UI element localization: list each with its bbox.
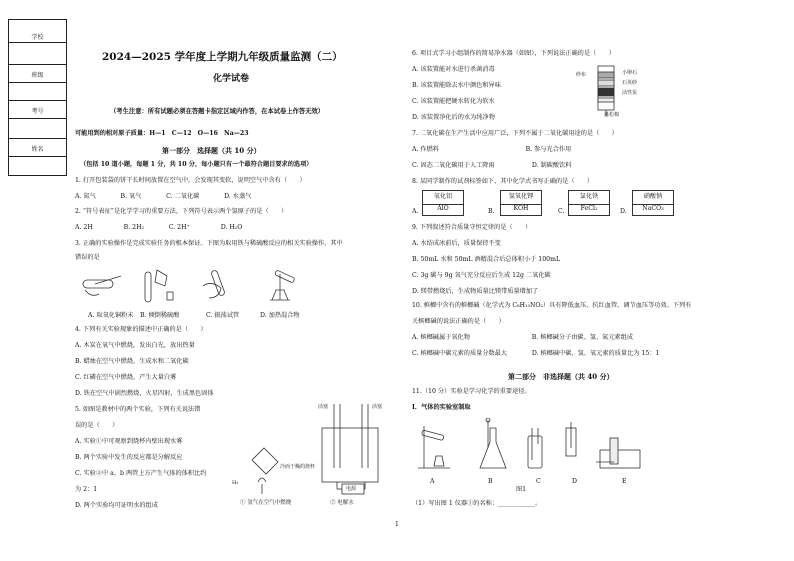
- q6-label-pebbles: 小卵石: [622, 70, 638, 76]
- q11-fig-letter-c: C: [536, 478, 541, 485]
- school-label: 学校: [31, 34, 44, 41]
- q6: 6. 项目式学习小组制作的简易净水器（如图），下列说法正确的是（ ）: [412, 50, 615, 57]
- q9-c: C. 3g 碳与 9g 氧气充分反应后生成 12g 二氧化碳: [412, 272, 551, 279]
- q10-ab: A. 槟榔碱属于氧化物 B. 槟榔碱分子由碳、氢、氮元素组成: [412, 334, 634, 341]
- exam-title: 2024—2025 学年度上学期九年级质量监测（二）: [102, 51, 343, 63]
- q5-label-tip-right: 活塞: [372, 404, 383, 410]
- q5-b: B. 两个实验中发生的反应都是分解反应: [75, 454, 183, 461]
- q11-fig-letter-e: E: [622, 478, 627, 485]
- q5-label-cold-beaker: 冷而干燥的烧杯: [280, 464, 316, 470]
- q6-a: A. 该装置能对水进行杀菌消毒: [412, 66, 495, 73]
- q10-cont: 关槟榔碱的说法正确的是（ ）: [412, 318, 505, 325]
- q5-cont: 误的是（ ）: [75, 422, 119, 429]
- q6-label-cotton: 蓬松棉: [604, 112, 620, 118]
- q4-c: C. 红磷在空气中燃烧，产生大量白雾: [75, 374, 177, 381]
- q8-opt-a: A.: [412, 208, 419, 215]
- q2: 2. “符号表征”是化学学习的重要方法，下列符号表示两个氢原子的是（ ）: [75, 208, 288, 215]
- q8-opt-d: D.: [620, 208, 627, 215]
- q5-label-power: 电源: [346, 486, 357, 492]
- q6-label-sand: 石英砂: [622, 80, 638, 86]
- q4: 4. 下列有关实验现象的描述中正确的是（ ）: [75, 326, 207, 333]
- q8: 8. 某同学制作的试剂标签如下，其中化学式书写正确的是（ ）: [412, 178, 594, 185]
- q5-label-h2: H₂: [232, 480, 239, 486]
- q7: 7. 二氧化碳在生产生活中应用广泛，下列不属于二氧化碳用途的是（ ）: [412, 130, 618, 137]
- q3-option-d: D. 加热混合物: [260, 312, 300, 319]
- exam-subtitle: 化学试卷: [213, 74, 250, 84]
- q11-part1: （1）写出图 1 仪器①的名称：____________。: [412, 500, 542, 507]
- q4-a: A. 木炭在氧气中燃烧，发出白光，放出热量: [75, 342, 195, 349]
- q8-label-d: 硝酸钠 NaCO₃: [632, 190, 674, 216]
- q11-fig-letter-a: A: [430, 478, 435, 485]
- q4-d: D. 铁在空气中剧烈燃烧，火星四射，生成黑色固体: [75, 390, 214, 397]
- q8-opt-c: C.: [558, 208, 565, 215]
- q5-caption-2: ② 电解水: [330, 500, 354, 506]
- q9-d: D. 镁带燃烧后，生成物质量比镁带质量增加了: [412, 288, 539, 295]
- q1-options: A. 氮气 B. 氧气 C. 二氧化碳 D. 水蒸气: [75, 193, 252, 200]
- part1-subheading: （包括 10 道小题，每题 1 分，共 10 分，每小题只有一个最符合题目要求的选项）: [80, 161, 313, 168]
- q1: 1. 打开包装袋的饼干长时间放置在空气中，会发现其变软，说明空气中含有（ ）: [75, 177, 306, 184]
- q3: 3. 正确的实验操作是完成实验任务的根本保证。下图为取用铁与稀硫酸反应的相关实验操作，其中: [75, 240, 343, 247]
- q8-opt-b: B.: [488, 208, 495, 215]
- q5-c-cont: 为 2：1: [75, 486, 98, 493]
- q11-fig-caption: 图1: [516, 486, 527, 493]
- q9-a: A. 水结成冰前后，质量保持不变: [412, 240, 501, 247]
- q11-fig-letter-b: B: [488, 478, 493, 485]
- q5-a: A. 实验①中可观察到烧杯内壁出现水雾: [75, 438, 183, 445]
- q3-illustrations: [75, 266, 315, 308]
- exam-note: （考生注意：所有试题必须在答题卡指定区域内作答，在本试卷上作答无效）: [110, 108, 325, 115]
- q2-options: A. 2H B. 2H₂ C. 2H⁺ D. H₂O: [75, 224, 243, 231]
- page-number: 1: [395, 521, 399, 528]
- q5-d: D. 两个实验均可证明水的组成: [75, 502, 158, 509]
- q8-label-a: 氧化铝 AlO: [422, 190, 464, 216]
- q6-c: C. 该装置能把硬水转化为软水: [412, 98, 495, 105]
- q8-label-c: 氯化铁 FeCl₂: [568, 190, 610, 216]
- exam-number-label: 考号: [31, 108, 44, 115]
- name-label: 姓名: [31, 146, 44, 153]
- part1-heading: 第一部分 选择题（共 10 分）: [162, 146, 261, 155]
- part2-heading: 第二部分 非选择题（共 40 分）: [508, 372, 614, 381]
- q11-figure1: [410, 418, 650, 478]
- q5: 5. 如图是教材中的两个实验，下列有关说法错: [75, 406, 201, 413]
- q11-fig-letter-d: D: [572, 478, 577, 485]
- q11-section-1: Ⅰ．气体的实验室制取: [412, 404, 471, 411]
- q3-option-b: B. 倾倒稀硫酸: [140, 312, 180, 319]
- q6-b: B. 该装置能除去水中颜色和异味: [412, 82, 501, 89]
- class-label: 班级: [31, 72, 44, 79]
- q10: 10. 槟榔中含有的槟榔碱（化学式为 C₈H₁₃NO₂）具有降低血压、抗红血管、调节血压等功效。下列有: [412, 302, 692, 309]
- atomic-mass-line: 可能用到的相对原子质量：H—1 C—12 O—16 Na—23: [75, 130, 249, 137]
- q6-label-gauze: 纱布: [576, 72, 587, 78]
- q3-cont: 错误的是: [75, 254, 100, 261]
- q6-d: D. 该装置净化后的水为纯净物: [412, 114, 495, 121]
- q5-figure: [222, 398, 402, 510]
- q7-ab: A. 作燃料 B. 参与光合作用: [412, 146, 572, 153]
- q9-b: B. 50mL 水和 50mL 酒精混合后总体积小于 100mL: [412, 256, 561, 263]
- q8-labels: [412, 190, 672, 218]
- q4-b: B. 蜡烛在空气中燃烧，生成水和二氧化碳: [75, 358, 189, 365]
- q3-option-a: A. 取氧化铜粉末: [88, 312, 134, 319]
- q3-option-c: C. 振荡试管: [206, 312, 240, 319]
- student-info-box: [8, 19, 67, 176]
- q11: 11.（10 分）实验是学习化学的重要途径。: [412, 388, 531, 395]
- q10-cd: C. 槟榔碱中碳元素的质量分数最大 D. 槟榔碱中碳、氢、氧元素的质量比为 15：1: [412, 350, 660, 357]
- q5-label-tip-left: 活塞: [318, 404, 329, 410]
- q8-label-b: 氢氧化钾 KOH: [500, 190, 542, 216]
- q7-cd: C. 固态二氧化碳用于人工降雨 D. 制碳酸饮料: [412, 162, 572, 169]
- q6-label-carbon: 活性炭: [622, 90, 638, 96]
- q5-caption-1: ① 氢气在空气中燃烧: [240, 500, 292, 506]
- q5-c: C. 实验②中 a、b 两管上方产生气体的体积比约: [75, 470, 207, 477]
- q9: 9. 下列叙述符合质量守恒定律的是（ ）: [412, 224, 532, 231]
